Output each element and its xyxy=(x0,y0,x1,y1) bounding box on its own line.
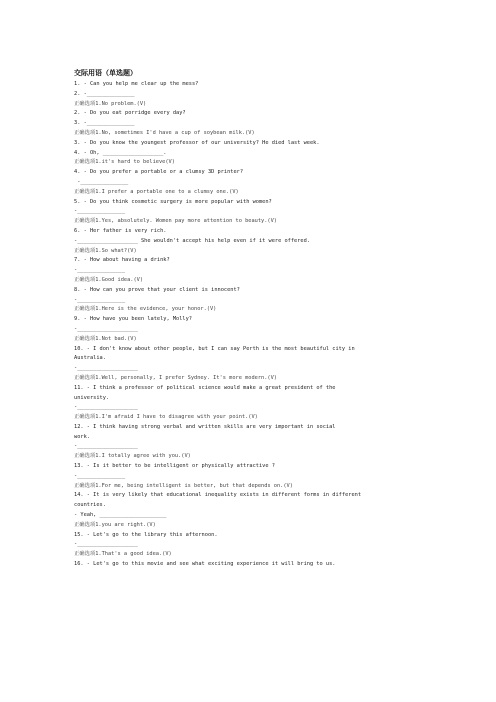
question-line: Australia. xyxy=(74,355,106,362)
document-content xyxy=(74,66,420,570)
document-title: 交际用语（单选题） xyxy=(74,68,137,77)
question-line: work. xyxy=(74,433,90,440)
answer-line: 正确选项1.I totally agree with you.(V) xyxy=(74,453,191,460)
answer-line: 正确选项1.Here is the evidence, your honor.(V) xyxy=(74,306,217,313)
answer-line: 正确选项1.it's hard to believe(V) xyxy=(74,159,175,166)
question-line: 15. - Let's go to the library this afternoon. xyxy=(74,531,218,538)
question-line: 11. - I think a professor of political science would make a great president of the xyxy=(74,384,336,391)
question-line: 7. - How about having a drink? xyxy=(74,257,170,264)
question-line: -_______________ xyxy=(74,178,129,185)
answer-line: 正确选项1.Well, personally, I prefer Sydney. It's more modern.(V) xyxy=(74,374,277,381)
question-line: 12. - I think having strong verbal and written skills are very important in social xyxy=(74,423,336,430)
question-line: 8. - How can you prove that your client is innocent? xyxy=(74,286,240,293)
answer-line: 正确选项1.So what?(V) xyxy=(74,247,137,254)
question-line: 2. -_______________ xyxy=(74,90,135,97)
answer-line: 正确选项1.Yes, absolutely. Women pay more attention to beauty.(V) xyxy=(74,218,277,225)
question-line: -_______________ xyxy=(74,296,126,303)
question-line: university. xyxy=(74,394,110,401)
answer-line: 正确选项1.That's a good idea.(V) xyxy=(74,551,172,558)
question-line: 9. - How have you been lately, Molly? xyxy=(74,316,192,323)
question-line: -_______________ xyxy=(74,208,126,215)
answer-line: 正确选项1.No problem.(V) xyxy=(74,100,147,107)
question-line: 5. - Do you think cosmetic surgery is more popular with women? xyxy=(74,198,272,205)
question-line: 14. - It is very likely that educational inequality exists in different forms in different xyxy=(74,492,362,499)
answer-line: 正确选项1.I'm afraid I have to disagree with your point.(V) xyxy=(74,414,258,421)
question-line: 1. - Can you help me clear up the mess? xyxy=(74,81,199,87)
question-line: -_______________ xyxy=(74,472,126,479)
question-line: -___________________ xyxy=(74,325,138,332)
question-line: 4. - Oh, ___________________. xyxy=(74,149,167,156)
question-list xyxy=(74,80,420,570)
question-line: -___________________ xyxy=(74,541,138,548)
question-line: 6. - Her father is very rich. xyxy=(74,227,167,234)
question-line: 4. - Do you prefer a portable or a clumsy 3D printer? xyxy=(74,169,244,176)
answer-line: 正确选项1.you are right.(V) xyxy=(74,521,156,528)
answer-line: 正确选项1.I prefer a portable one to a clumsy one.(V) xyxy=(74,188,239,195)
question-line: 16. - Let's go to this movie and see what exciting experience it will bring to us. xyxy=(74,561,336,568)
question-line: 3. - Do you know the youngest professor of our university? He died last week. xyxy=(74,139,320,146)
question-line: -___________________ xyxy=(74,443,138,450)
question-line: -___________________ xyxy=(74,365,138,372)
question-line: 13. - Is it better to be intelligent or physically attractive ? xyxy=(74,463,275,470)
question-line: -___________________ She wouldn't accept his help even if it were offered. xyxy=(74,237,310,244)
answer-line: 正确选项1.Not bad.(V) xyxy=(74,335,137,342)
question-line: 10. - I don't know about other people, but I can say Perth is the most beautiful city in xyxy=(74,345,355,352)
question-line: - Yeah, _____________________ xyxy=(74,512,167,519)
question-line: -_______________ xyxy=(74,267,126,274)
question-line: -___________________ xyxy=(74,404,138,411)
answer-line: 正确选项1.Good idea.(V) xyxy=(74,276,144,283)
question-line: 3. -_______________ xyxy=(74,120,135,127)
answer-line: 正确选项1.No, sometimes I'd have a cup of soybean milk.(V) xyxy=(74,129,255,136)
question-line: 2. - Do you eat porridge every day? xyxy=(74,110,186,117)
question-line: countries. xyxy=(74,502,106,509)
answer-line: 正确选项1.For me, being intelligent is better, but that depends on.(V) xyxy=(74,482,293,489)
